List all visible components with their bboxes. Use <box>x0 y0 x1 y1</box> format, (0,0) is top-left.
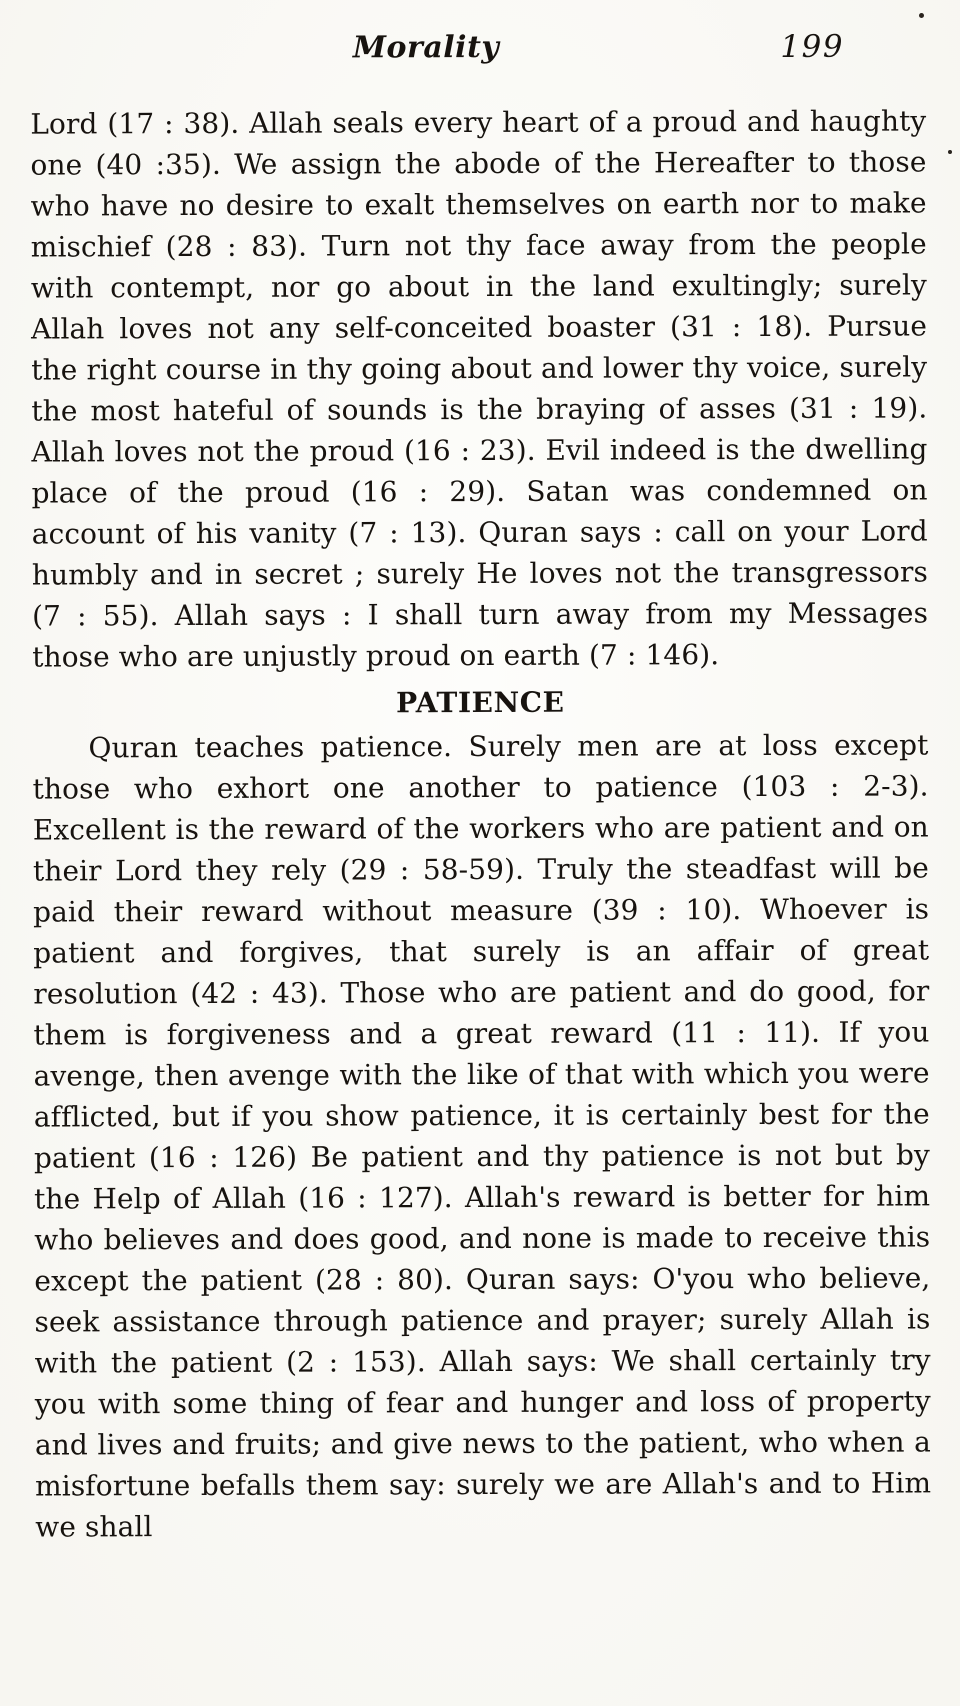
section-heading-patience: PATIENCE <box>396 685 565 720</box>
page-number: 199 <box>780 28 845 65</box>
paragraph-morality-continued: Lord (17 : 38). Allah seals every heart of a proud and haughty one (40 :35). We assign the abode of the Hereafter to those who have no desire to exalt themselves on earth nor to make mischief (28 : 83). Turn not thy face away from the people with contempt, nor go about in the land exultingly; surely Allah loves not any self-conceited boaster (31 : 18). Pursue the right course in thy going about and lower thy voice, surely the most hateful of sounds is the braying of asses (31 : 19). Allah loves not the proud (16 : 23). Evil indeed is the dwelling place of the proud (16 : 29). Satan was condemned on account of his vanity (7 : 13). Quran says : call on your Lord humbly and in secret ; surely He loves not the transgressors (7 : 55). Allah says : I shall turn away from my Messages those who are unjustly proud on earth (7 : 146). <box>30 104 929 674</box>
page-header <box>30 28 926 79</box>
page-content <box>30 28 931 1547</box>
scan-speck <box>948 150 952 154</box>
paragraph-patience: Quran teaches patience. Surely men are at loss except those who exhort one another to patience (103 : 2-3). Excellent is the reward of the workers who are patient and on their Lord they rely (29 : 58-59). Truly the steadfast will be paid their reward without measure (39 : 10). Whoever is patient and forgives, that surely is an affair of great resolution (42 : 43). Those who are patient and do good, for them is forgiveness and a great reward (11 : 11). If you avenge, then avenge with the like of that with which you were afflicted, but if you show patience, it is certainly best for the patient (16 : 126) Be patient and thy patience is not but by the Help of Allah (16 : 127). Allah's reward is better for him who believes and does good, and none is made to receive this except the patient (28 : 80). Quran says: O'you who believe, seek assistance through patience and prayer; surely Allah is with the patient (2 : 153). Allah says: We shall certainly try you with some thing of fear and hunger and loss of property and lives and fruits; and give news to the patient, who when a misfortune befalls them say: surely we are Allah's and to Him we shall <box>32 728 932 1544</box>
running-head: Morality <box>352 29 500 66</box>
scan-speck <box>919 13 924 18</box>
